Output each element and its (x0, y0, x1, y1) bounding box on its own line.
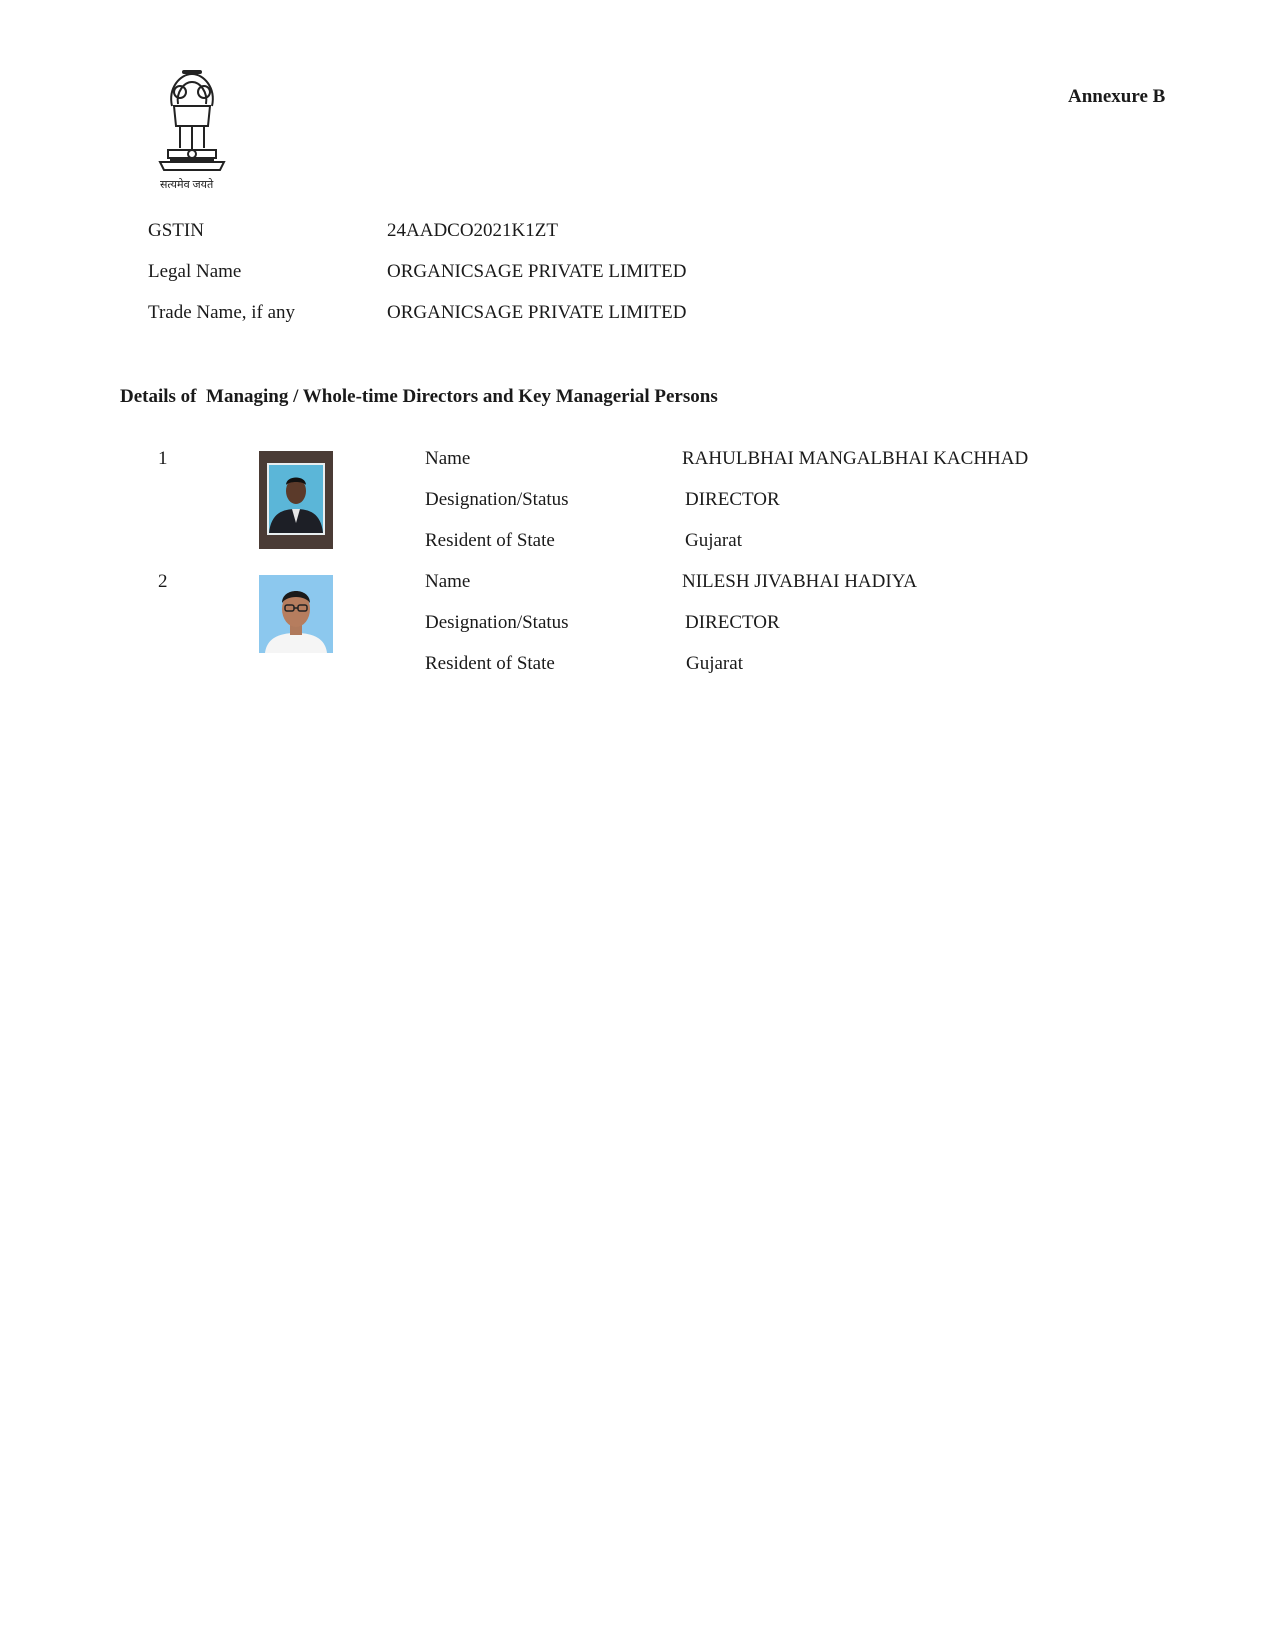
designation-value: DIRECTOR (685, 489, 780, 510)
legal-name-value: ORGANICSAGE PRIVATE LIMITED (387, 261, 687, 282)
designation-label: Designation/Status (425, 489, 569, 510)
person-index: 1 (158, 448, 168, 469)
person-photo (259, 451, 333, 549)
person-photo (259, 575, 333, 653)
trade-name-label: Trade Name, if any (148, 302, 296, 323)
name-value: NILESH JIVABHAI HADIYA (682, 571, 918, 592)
name-label: Name (425, 571, 471, 592)
person-index: 2 (158, 571, 168, 592)
legal-name-label: Legal Name (148, 261, 242, 282)
emblem-motto: सत्यमेव जयते (160, 179, 214, 191)
state-value: Gujarat (685, 530, 742, 551)
gstin-value: 24AADCO2021K1ZT (387, 220, 558, 241)
name-value: RAHULBHAI MANGALBHAI KACHHAD (682, 448, 1029, 469)
state-label: Resident of State (425, 653, 555, 674)
trade-name-value: ORGANICSAGE PRIVATE LIMITED (387, 302, 687, 323)
state-label: Resident of State (425, 530, 555, 551)
designation-label: Designation/Status (425, 612, 569, 633)
gstin-label: GSTIN (148, 220, 204, 241)
state-value: Gujarat (686, 653, 743, 674)
national-emblem-icon (150, 66, 234, 196)
section-title: Details of Managing / Whole-time Directors and Key Managerial Persons (120, 386, 718, 407)
designation-value: DIRECTOR (685, 612, 780, 633)
annexure-label: Annexure B (1068, 86, 1166, 107)
name-label: Name (425, 448, 471, 469)
